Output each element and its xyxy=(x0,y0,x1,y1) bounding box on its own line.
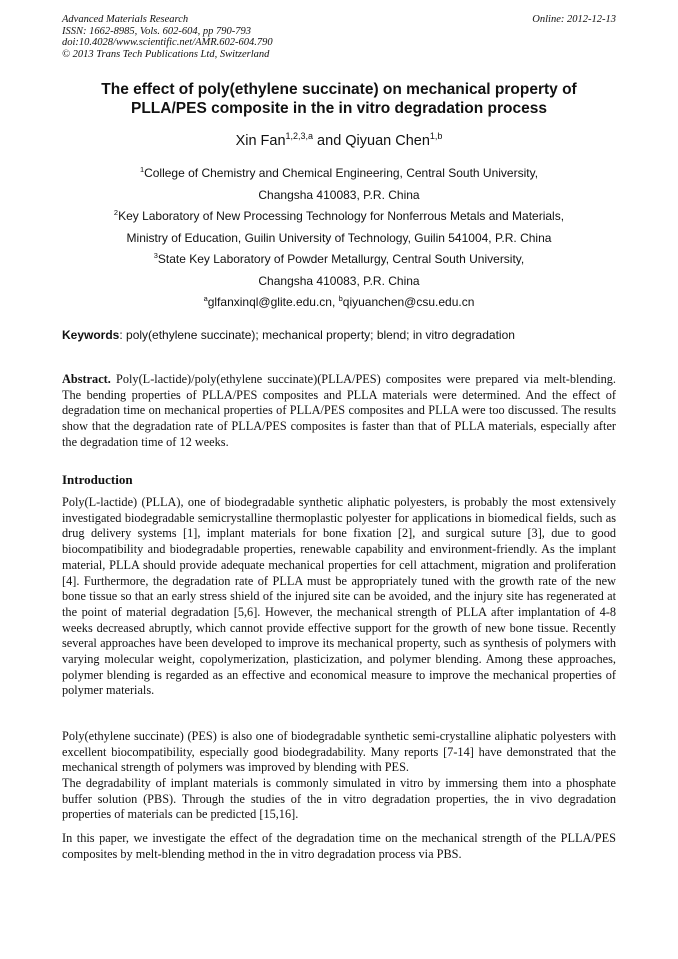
paragraph xyxy=(62,776,616,823)
affiliation-line xyxy=(62,206,616,228)
paper-title: The effect of poly(ethylene succinate) on mechanical property of PLLA/PES composite in the in vitro degradation process xyxy=(101,81,577,117)
issn-line: ISSN: 1662-8985, Vols. 602-604, pp 790-793 xyxy=(62,25,251,37)
abstract-label: Abstract. xyxy=(62,372,111,386)
email-marker: a xyxy=(203,294,208,303)
author-name: Qiyuan Chen xyxy=(345,133,430,149)
paragraph xyxy=(62,495,616,699)
affiliation-line: Ministry of Education, Guilin University of Technology, Guilin 541004, P.R. China xyxy=(126,230,552,245)
affiliation-marker: 2 xyxy=(113,208,119,217)
author-name: Xin Fan xyxy=(235,133,286,149)
doi-line: doi:10.4028/www.scientific.net/AMR.602-604.790 xyxy=(62,37,273,48)
email-marker: b xyxy=(338,294,343,303)
author-line xyxy=(62,132,616,150)
online-date: Online: 2012-12-13 xyxy=(532,14,616,25)
journal-header xyxy=(62,14,273,60)
abstract xyxy=(62,372,616,451)
author-superscript: 1,2,3,a xyxy=(285,131,314,142)
affiliation-text: State Key Laboratory of Powder Metallurgy, Central South University, xyxy=(157,252,525,266)
affiliation-line: Changsha 410083, P.R. China xyxy=(258,273,420,288)
section-heading: Introduction xyxy=(62,472,133,487)
email-line xyxy=(62,292,616,314)
keywords-label: Keywords xyxy=(62,328,120,342)
paragraph-text: Poly(L-lactide) (PLLA), one of biodegradable synthetic aliphatic polyesters, is probably the most extensively investigated biodegradable semicrystalline thermoplastic polyester for applications in biomedical fields, such as drug delivery systems [1], implant materials for bone fixation [2], and surgical suture [3], due to good biocompatibility and biodegradable properties, renewable capability and environment-friendly. As the implant material, PLLA should provide adequate mechanical properties for cell attachment, migration and proliferation [4]. Furthermore, the degradation rate of PLLA must be appropriately tuned with the growth rate of the new bone tissue so that an early stress shield of the injured site can be avoided, and the injury site has regenerated at the point of material degradation [5,6]. However, the mechanical strength of PLLA after implantation of 4-8 weeks decreased abruptly, which cannot provide effective support for the growth of new bone tissue. Recently several approaches have been developed to improve its mechanical property, such as synthesis of polymers with varying molecular weight, copolymerization, plasticization, and polymer blending. Among these approaches, polymer blending is regarded as an effective and economical measure to improve the mechanical properties of polymer materials. xyxy=(62,495,616,698)
affiliation-marker: 3 xyxy=(153,251,158,260)
author-conjunction: and xyxy=(313,133,346,149)
keywords-text: : poly(ethylene succinate); mechanical property; blend; in vitro degradation xyxy=(119,328,515,342)
affiliation-text: Key Laboratory of New Processing Technology for Nonferrous Metals and Materials, xyxy=(118,209,565,223)
affiliation-line xyxy=(62,163,616,185)
affiliations xyxy=(62,163,616,314)
paragraph-text: In this paper, we investigate the effect of the degradation time on the mechanical strength of the PLLA/PES composites by melt-blending method in the in vitro degradation process via PBS. xyxy=(62,831,616,861)
keywords xyxy=(62,327,616,343)
paragraph xyxy=(62,729,616,776)
affiliation-text: College of Chemistry and Chemical Engineering, Central South University, xyxy=(144,166,539,180)
paragraph-text: Poly(ethylene succinate) (PES) is also one of biodegradable synthetic semi-crystalline aliphatic polyesters with excellent biocompatibility, especially good biodegradability. Many reports [7-14] have demonstrated that the mechanical strength of polymers was improved by blending with PES. xyxy=(62,729,616,775)
abstract-text: Poly(L-lactide)/poly(ethylene succinate)(PLLA/PES) composites were prepared via melt-blending. The bending properties of PLLA/PES composites and PLLA materials were determined. And the effect of degradation time on mechanical properties of PLLA/PES composites and PLLA were too discussed. The results show that the degradation rate of PLLA/PES composites is faster than that of PLLA materials, especially after the degradation time of 12 weeks. xyxy=(62,372,616,449)
paragraph-text: The degradability of implant materials is commonly simulated in vitro by immersing them into a phosphate buffer solution (PBS). Through the studies of the in vitro degradation properties, the in vivo degradation properties of materials can be predicted [15,16]. xyxy=(62,776,616,822)
paragraph xyxy=(62,831,616,862)
affiliation-line: Changsha 410083, P.R. China xyxy=(258,187,420,202)
journal-name: Advanced Materials Research xyxy=(62,14,189,25)
email-link[interactable]: qiyuanchen@csu.edu.cn xyxy=(342,295,475,309)
affiliation-marker: 1 xyxy=(139,165,145,174)
affiliation-line xyxy=(62,249,616,271)
email-link[interactable]: glfanxinql@glite.edu.cn, xyxy=(207,295,339,309)
copyright-line: © 2013 Trans Tech Publications Ltd, Switzerland xyxy=(62,48,270,60)
author-superscript: 1,b xyxy=(429,131,443,142)
